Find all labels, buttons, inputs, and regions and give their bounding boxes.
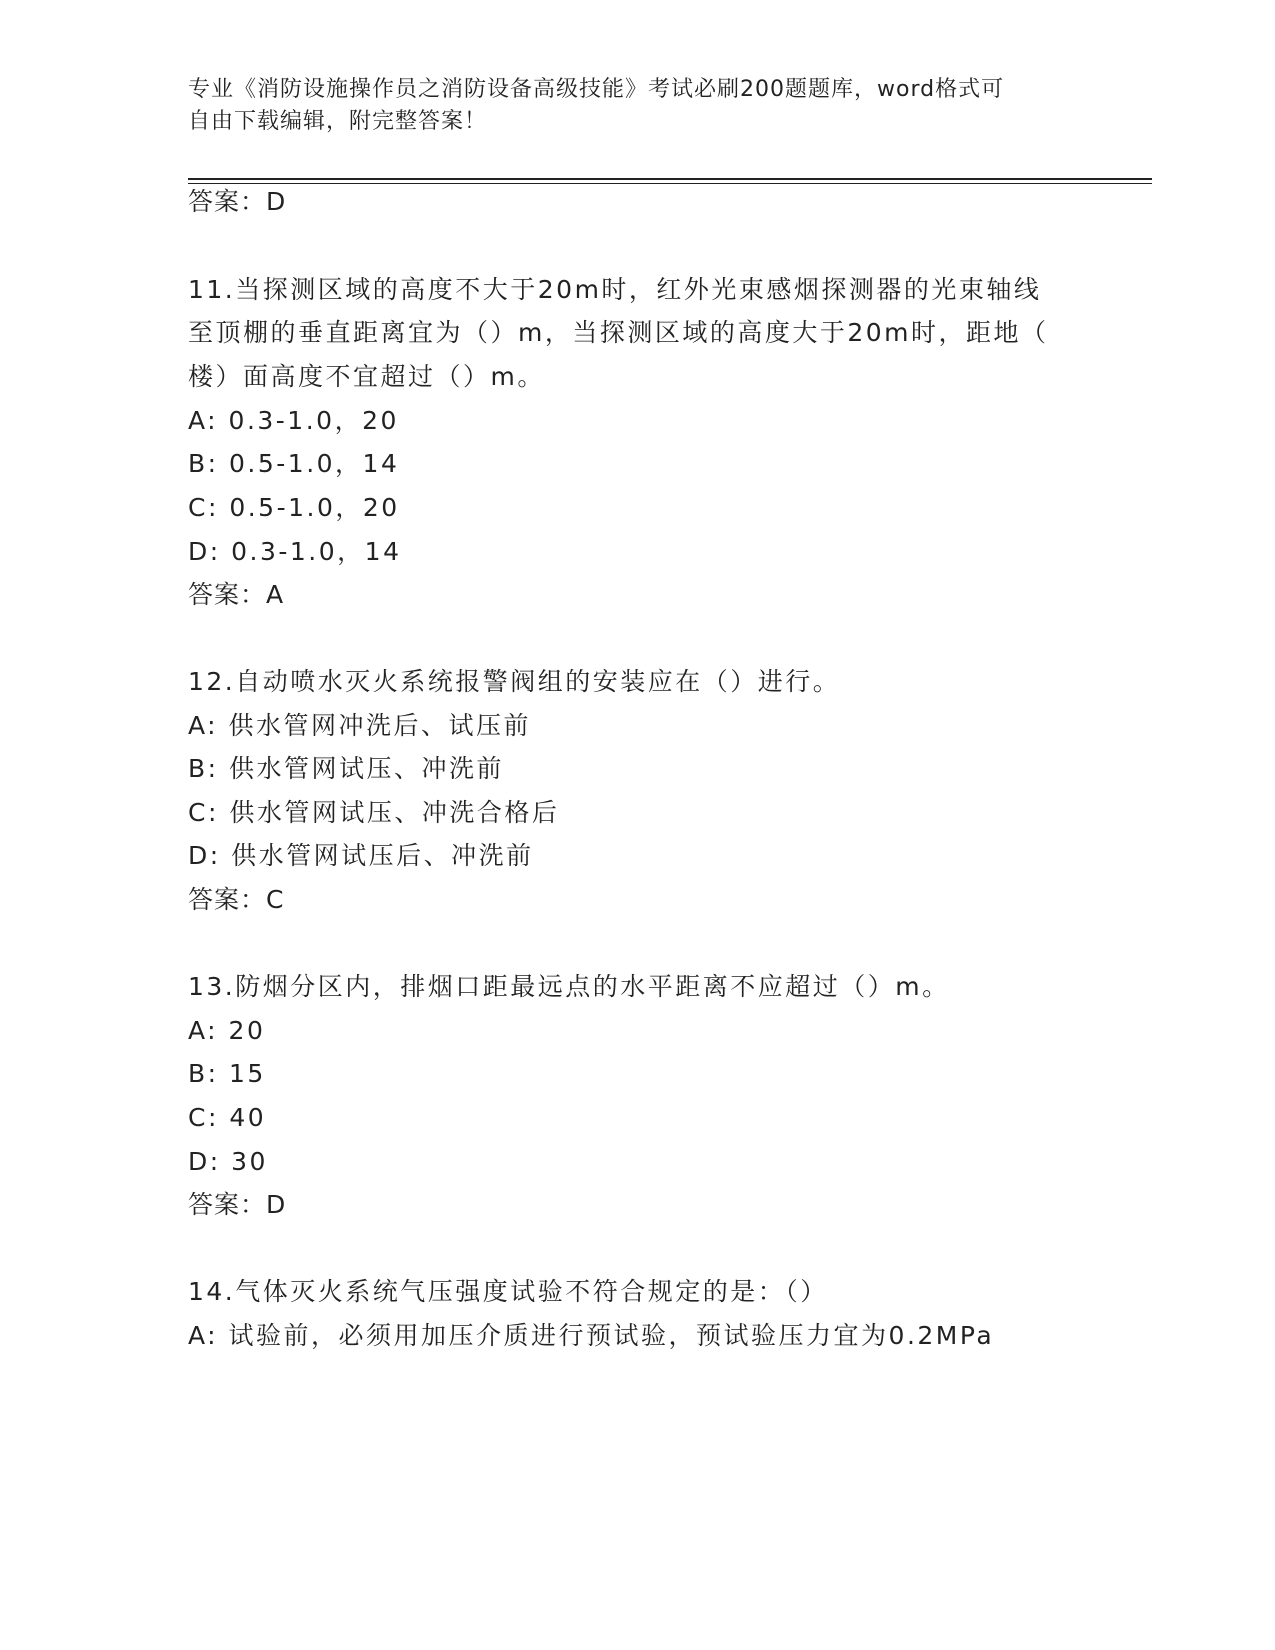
header-divider: [188, 178, 1152, 184]
question-13-answer: 答案：D: [188, 1190, 287, 1219]
question-11-text: 楼）面高度不宜超过（）m。: [188, 362, 545, 391]
question-11-option-c: C: 0.5-1.0，20: [188, 493, 400, 522]
question-11-text: 11.当探测区域的高度不大于20m时，红外光束感烟探测器的光束轴线: [188, 275, 1042, 304]
question-13-option-b: B: 15: [188, 1059, 266, 1088]
question-12-answer: 答案：C: [188, 885, 285, 914]
question-11-option-d: D: 0.3-1.0，14: [188, 537, 402, 566]
question-14-text: 14.气体灭火系统气压强度试验不符合规定的是：（）: [188, 1277, 828, 1306]
question-12-text: 12.自动喷水灭火系统报警阀组的安装应在（）进行。: [188, 667, 841, 696]
question-14-option-a: A: 试验前，必须用加压介质进行预试验，预试验压力宜为0.2MPa: [188, 1321, 995, 1350]
answer-line: 答案：D: [188, 187, 287, 216]
question-12-option-b: B: 供水管网试压、冲洗前: [188, 754, 505, 783]
header-line-2: 自由下载编辑，附完整答案！: [188, 109, 488, 134]
question-11-option-a: A: 0.3-1.0，20: [188, 406, 399, 435]
question-13-option-d: D: 30: [188, 1147, 268, 1176]
question-12-option-d: D: 供水管网试压后、冲洗前: [188, 841, 534, 870]
question-11-answer: 答案：A: [188, 580, 285, 609]
question-12-option-a: A: 供水管网冲洗后、试压前: [188, 711, 532, 740]
question-12-option-c: C: 供水管网试压、冲洗合格后: [188, 798, 560, 827]
question-13-text: 13.防烟分区内，排烟口距最远点的水平距离不应超过（）m。: [188, 972, 950, 1001]
document-header: [188, 74, 1088, 138]
question-11-option-b: B: 0.5-1.0，14: [188, 449, 400, 478]
question-13-option-a: A: 20: [188, 1016, 266, 1045]
question-13-option-c: C: 40: [188, 1103, 267, 1132]
question-11-text: 至顶棚的垂直距离宜为（）m，当探测区域的高度大于20m时，距地（: [188, 318, 1049, 347]
header-line-1: 专业《消防设施操作员之消防设备高级技能》考试必刷200题题库，word格式可: [188, 77, 1005, 102]
